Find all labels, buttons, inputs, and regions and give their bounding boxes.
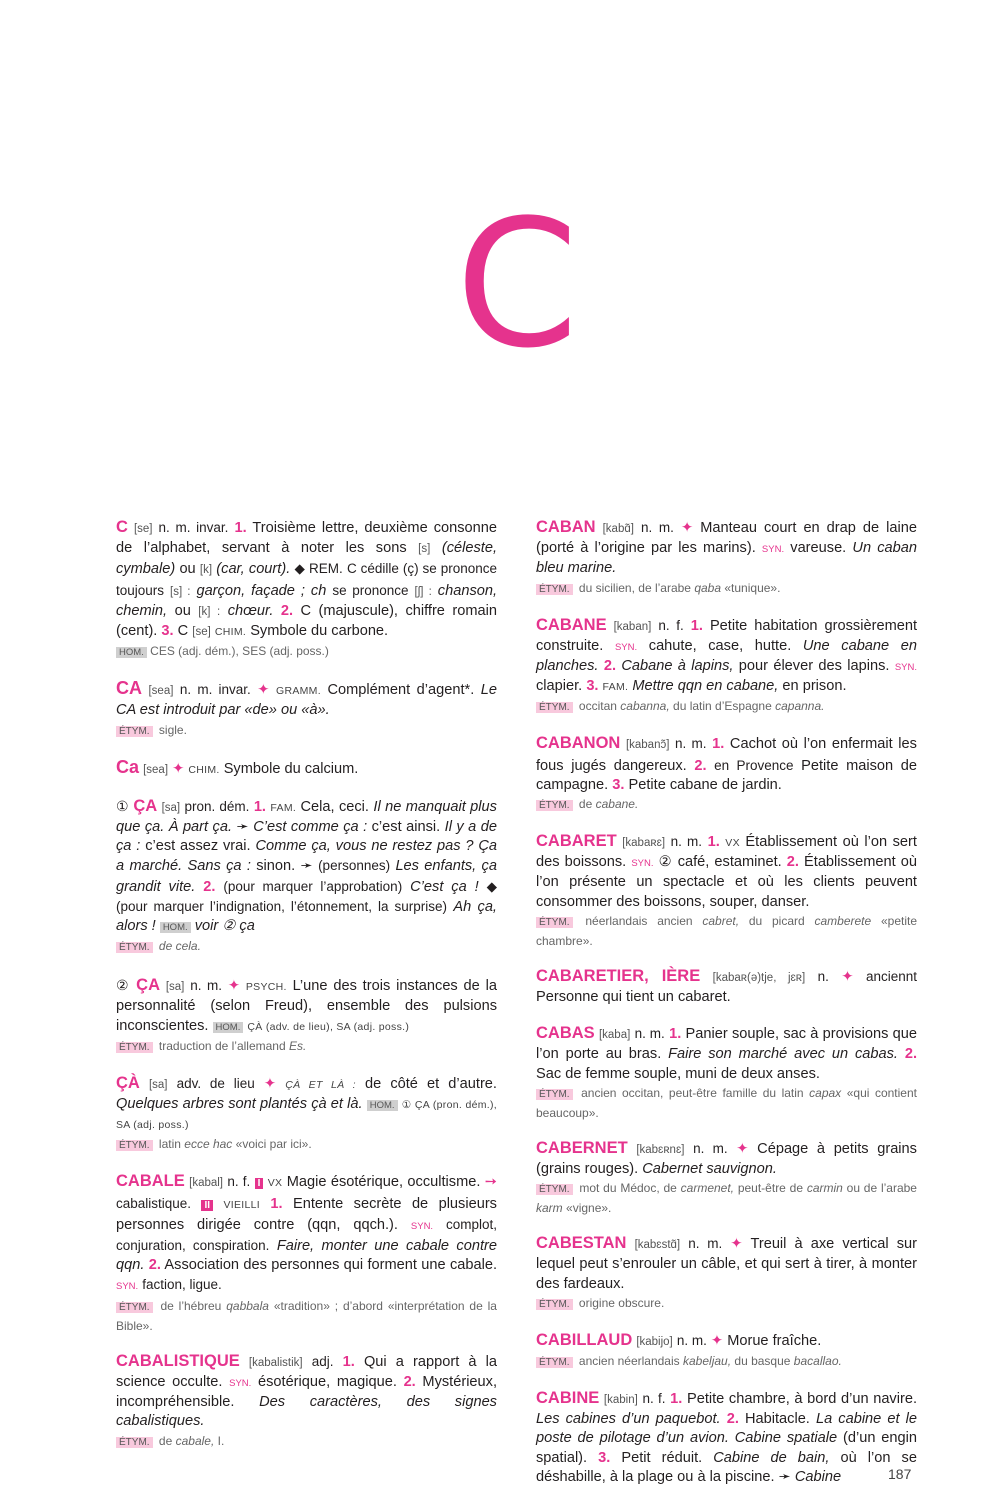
syn-label: SYN.: [229, 1377, 252, 1389]
entry-cabaret: CABARET [kabaʀɛ] n. m. 1. VX Établissement où l’on sert des boissons. SYN. ② café, estaminet. 2. Établissement où l’on présente un spectacle et où les clients peuvent consommer des boissons, souper, danser. ÉTYM. néerlandais ancien cabret, du picard camberete «petite chambre».: [536, 832, 917, 948]
arrow-icon: ➙: [484, 1174, 498, 1191]
entry-caban: CABAN [kabɑ̃] n. m. ✦ Manteau court en drap de laine (porté à l’origine par les marins). SYN. vareuse. Un caban bleu marine. ÉTYM. du sicilien, de l’arabe qaba «tunique».: [536, 518, 917, 595]
entry-cabillaud: CABILLAUD [kabijo] n. m. ✦ Morue fraîche. ÉTYM. ancien néerlandais kabeljau, du basque bacallao.: [536, 1330, 842, 1369]
entry-ca-psych: ② ÇA [sa] n. m. ✦ PSYCH. L’une des trois instances de la personnalité (selon Freud), ensemble des pulsions inconscientes. HOM. ÇÀ (adv. de lieu), SA (adj. poss.) ÉTYM. traduction de l’allemand Es.: [116, 976, 497, 1053]
headword: Ca: [116, 756, 140, 777]
headword: CABALISTIQUE: [116, 1351, 240, 1370]
syn-label: SYN.: [614, 641, 638, 653]
star-icon: ✦: [257, 682, 270, 699]
headword: CABESTAN: [536, 1234, 627, 1253]
arrow-icon: ➛: [236, 819, 249, 836]
etym-label: ÉTYM.: [116, 1302, 153, 1313]
etym-label: ÉTYM.: [536, 800, 573, 811]
entry-cabas: CABAS [kaba] n. m. 1. Panier souple, sac à provisions que l’on porte au bras. Faire son marché avec un cabas. 2. Sac de femme souple, muni de deux anses. ÉTYM. ancien occitan, peut-être famille du latin capax «qui contient beaucoup».: [536, 1024, 918, 1120]
etym-label: ÉTYM.: [116, 1042, 153, 1053]
entry-cabaretier: CABARETIER, IÈRE [kabaʀ(ə)tje, jɛʀ] n. ✦ anciennt Personne qui tient un cabaret.: [536, 966, 918, 1006]
entry-cabane: CABANE [kaban] n. f. 1. Petite habitation grossièrement construite. SYN. cahute, case, hutte. Une cabane en planches. 2. Cabane à lapins, pour élever des lapins. SYN. clapier. 3. FAM. Mettre qqn en cabane, en prison. ÉTYM. occitan cabanna, du latin d’Espagne capanna.: [536, 615, 918, 714]
etym-label: ÉTYM.: [536, 1089, 573, 1100]
headword: ÇA: [133, 796, 158, 815]
headword: CABAS: [536, 1024, 595, 1043]
right-column: [536, 518, 917, 1500]
etym-label: ÉTYM.: [116, 1437, 153, 1448]
headword: ÇÀ: [116, 1073, 140, 1092]
hom-label: HOM.: [160, 922, 191, 933]
syn-label: SYN.: [116, 1281, 139, 1293]
headword: CABILLAUD: [536, 1330, 633, 1349]
entry-cabine: CABINE [kabin] n. f. 1. Petite chambre, à bord d’un navire. Les cabines d’un paquebot. 2. Habitacle. La cabine et le poste de pilotage d’un avion. Cabine spatiale (d’un engin spatial). 3. Petit réduit. Cabine de bain, où l’on se déshabille, à la plage ou à la piscine. ➛ Cabine: [536, 1389, 918, 1485]
headword: CABALE: [116, 1172, 185, 1191]
entry-cabestan: CABESTAN [kabɛstɑ̃] n. m. ✦ Treuil à axe vertical sur lequel peut s’enrouler un câble, et qui sert à tirer, à monter des fardeaux. ÉTYM. origine obscure.: [536, 1234, 917, 1310]
syn-label: SYN.: [761, 544, 785, 556]
headword: CABANE: [536, 615, 607, 634]
etym-label: ÉTYM.: [116, 1140, 153, 1151]
etym-label: ÉTYM.: [536, 1299, 573, 1310]
entry-cabernet: CABERNET [kabɛʀnɛ] n. m. ✦ Cépage à petits grains (grains rouges). Cabernet sauvignon. ÉTYM. mot du Médoc, de carmenet, peut-être de carmin ou de l’arabe karm «vigne».: [536, 1138, 917, 1216]
etym-label: ÉTYM.: [536, 1357, 573, 1368]
entry-cabalistique: CABALISTIQUE [kabalistik] adj. 1. Qui a rapport à la science occulte. SYN. ésotérique, magique. 2. Mystérieux, incompréhensible. Des caractères, des signes cabalistiques. ÉTYM. de cabale, I.: [116, 1351, 498, 1448]
headword: CABANON: [536, 734, 621, 753]
etym-label: ÉTYM.: [536, 1184, 573, 1195]
arrow-icon: ➛: [778, 1468, 791, 1485]
star-icon: ✦: [730, 1236, 743, 1253]
hom-label: HOM.: [367, 1100, 398, 1111]
etym-label: ÉTYM.: [536, 702, 573, 713]
entry-cabale: CABALE [kabal] n. f. I VX Magie ésotérique, occultisme. ➙ cabalistique. II VIEILLI 1. Entente secrète de plusieurs personnes dirigée contre (qqn, qqch.). SYN. complot, conjuration, conspiration. Faire, monter une cabale contre qqn. 2. Association des personnes qui forment une cabale. SYN. faction, ligue. ÉTYM. de l’hébreu qabbala «tradition» ; d’abord «interprétation de la Bible».: [116, 1172, 498, 1333]
arrow-icon: ➛: [300, 858, 313, 875]
left-column: [116, 518, 497, 1469]
headword: C: [116, 518, 128, 536]
entry-ca: CA [sea] n. m. invar. ✦ GRAMM. Complément d’agent*. Le CA est introduit par «de» ou «à». ÉTYM. sigle.: [116, 678, 497, 737]
entry-cabanon: CABANON [kabanɔ̃] n. m. 1. Cachot où l’on enfermait les fous jugés dangereux. 2. en Provence Petite maison de campagne. 3. Petite cabane de jardin. ÉTYM. de cabane.: [536, 734, 917, 812]
headword: CABERNET: [536, 1138, 628, 1157]
headword: CABARETIER, IÈRE: [536, 966, 701, 985]
entry-ca-chim: Ca [sea] ✦ CHIM. Symbole du calcium.: [116, 756, 359, 777]
star-icon: ✦: [841, 968, 854, 985]
headword: ÇA: [136, 976, 160, 995]
entry-c: C [se] n. m. invar. 1. Troisième lettre, deuxième consonne de l’alphabet, servant à noter les sons [s] (céleste, cymbale) ou [k] (car, court). ◆ REM. C cédille (ç) se prononce toujours [s] : garçon, façade ; ch se prononce [ʃ] : chanson, chemin, ou [k] : chœur. 2. C (majuscule), chiffre romain (cent). 3. C [se] CHIM. Symbole du carbone. HOM. CES (adj. dém.), SES (adj. poss.): [116, 518, 498, 659]
syn-label: SYN.: [894, 662, 917, 674]
star-icon: ✦: [736, 1140, 749, 1157]
chapter-letter: C: [455, 182, 579, 387]
etym-label: ÉTYM.: [536, 917, 573, 928]
headword: CABINE: [536, 1389, 600, 1408]
syn-label: SYN.: [631, 858, 654, 870]
star-icon: ✦: [172, 760, 185, 777]
headword: CABARET: [536, 832, 617, 851]
entry-ca-pron: ① ÇA [sa] pron. dém. 1. FAM. Cela, ceci. Il ne manquait plus que ça. À part ça. ➛ C’est comme ça : c’est ainsi. Il y a de ça : c’est assez vrai. Comme ça, vous ne restez pas ? Ça a marché. Sans ça : sinon. ➛ (personnes) Les enfants, ça grandit vite. 2. (pour marquer l’approbation) C’est ça ! ◆ (pour marquer l’indignation, l’étonnement, la surprise) Ah ça, alors ! HOM. voir ② ça ÉTYM. de cela.: [116, 796, 498, 954]
page-number: 187: [888, 1466, 912, 1482]
syn-label: SYN.: [410, 1220, 434, 1232]
hom-label: HOM.: [116, 647, 147, 658]
headword: CABAN: [536, 518, 596, 536]
hom-label: HOM.: [213, 1022, 244, 1033]
star-icon: ✦: [263, 1075, 277, 1092]
star-icon: ✦: [710, 1332, 724, 1349]
entry-ca-adv: ÇÀ [sa] adv. de lieu ✦ ÇÀ ET LÀ : de côté et d’autre. Quelques arbres sont plantés çà et là. HOM. ① ÇA (pron. dém.), SA (adj. poss.) ÉTYM. latin ecce hac «voici par ici».: [116, 1073, 498, 1152]
etym-label: ÉTYM.: [536, 584, 573, 595]
etym-label: ÉTYM.: [116, 942, 153, 953]
star-icon: ✦: [227, 978, 241, 995]
star-icon: ✦: [680, 520, 694, 536]
headword: CA: [116, 678, 142, 699]
etym-label: ÉTYM.: [116, 726, 153, 737]
